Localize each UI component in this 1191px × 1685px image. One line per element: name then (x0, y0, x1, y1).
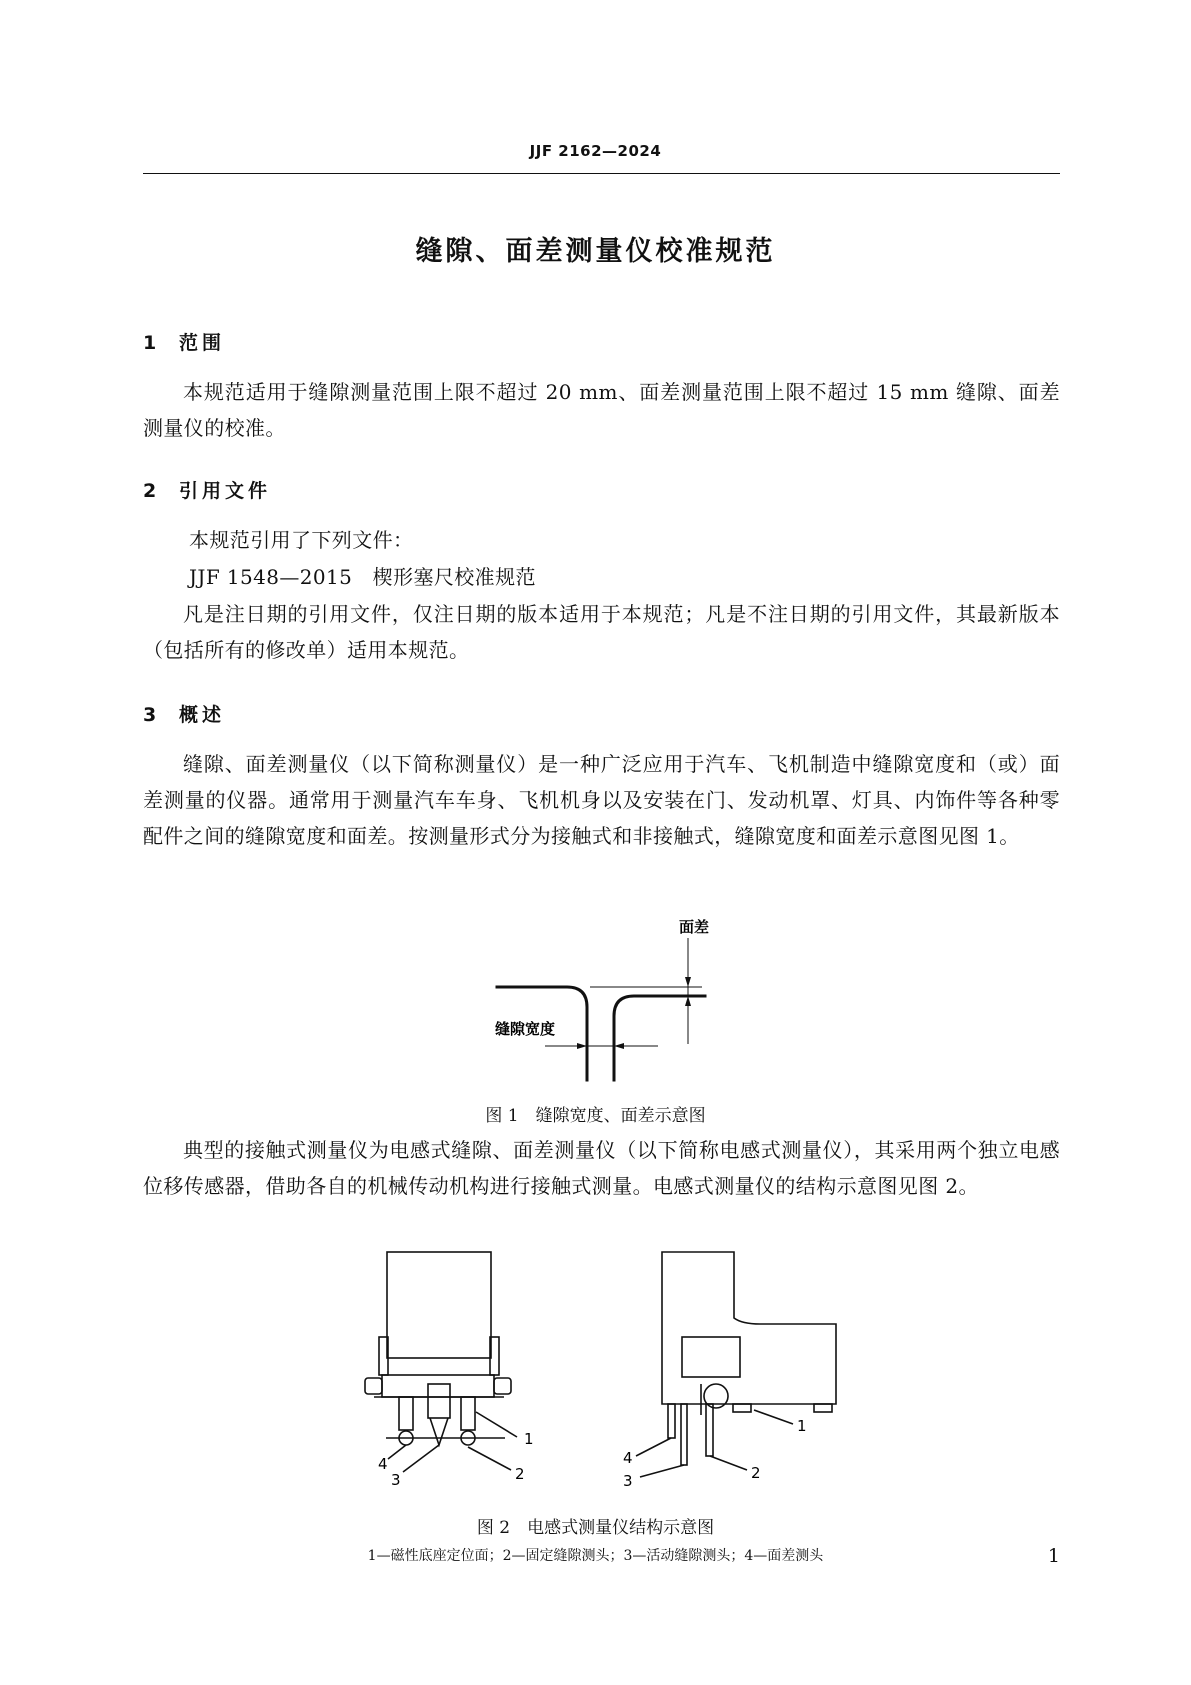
front-view-housing (387, 1252, 491, 1358)
callout-label: 4 (623, 1449, 633, 1467)
document-code-header: JJF 2162—2024 (529, 142, 662, 160)
figure-1-caption: 图 1 缝隙宽度、面差示意图 (485, 1106, 706, 1126)
section-number: 3 (143, 704, 157, 726)
front-view-probe-left (399, 1397, 413, 1430)
front-view-probe-right (461, 1397, 475, 1430)
callout-label: 2 (751, 1464, 761, 1482)
section-title: 概述 (179, 704, 226, 726)
side-view-foot-2 (814, 1404, 832, 1412)
callout-label: 1 (797, 1417, 807, 1435)
callout-leader-3 (403, 1445, 439, 1472)
figure-2-caption: 图 2 电感式测量仪结构示意图 (476, 1518, 715, 1538)
callout-leader-side-2 (710, 1456, 747, 1470)
side-view-gap-probe (681, 1404, 687, 1465)
paragraph-references-intro: 本规范引用了下列文件： (189, 528, 414, 552)
reference-item: JJF 1548—2015 楔形塞尺校准规范 (189, 565, 536, 589)
side-view-foot-1 (733, 1404, 751, 1412)
label-gap-width: 缝隙宽度 (494, 1020, 556, 1038)
figure-2-key: 1—磁性底座定位面；2—固定缝隙测头；3—活动缝隙测头；4—面差测头 (367, 1548, 824, 1564)
side-view-housing (662, 1252, 836, 1404)
callout-leader-side-3 (640, 1465, 684, 1477)
callout-leader-1 (476, 1412, 517, 1437)
side-view-sensor-window (682, 1337, 740, 1377)
page-number: 1 (1047, 1545, 1060, 1567)
section-number: 1 (143, 332, 157, 354)
section-title: 范围 (179, 332, 226, 354)
callout-leader-2 (468, 1447, 511, 1470)
paragraph-scope: 本规范适用于缝隙测量范围上限不超过 20 mm、面差测量范围上限不超过 15 mm 缝隙、面差测量仪的校准。 (143, 380, 1060, 440)
paragraph-references-note: 凡是注日期的引用文件，仅注日期的版本适用于本规范；凡是不注日期的引用文件，其最新版本（包括所有的修改单）适用本规范。 (143, 602, 1060, 662)
callout-label: 2 (515, 1465, 525, 1483)
paragraph-overview-2: 典型的接触式测量仪为电感式缝隙、面差测量仪（以下简称电感式测量仪），其采用两个独立电感位移传感器，借助各自的机械传动机构进行接触式测量。电感式测量仪的结构示意图见图 2。 (143, 1138, 1060, 1198)
front-view-knob-left (365, 1378, 382, 1394)
callout-leader-4 (388, 1445, 406, 1459)
side-view-flush-probe (668, 1404, 675, 1438)
callout-label: 4 (378, 1455, 388, 1473)
front-view-base (382, 1375, 494, 1397)
paragraph-overview-1: 缝隙、面差测量仪（以下简称测量仪）是一种广泛应用于汽车、飞机制造中缝隙宽度和（或）面差测量的仪器。通常用于测量汽车车身、飞机机身以及安装在门、发动机罩、灯具、内饰件等各种零配件之间的缝隙宽度和面差。按测量形式分为接触式和非接触式，缝隙宽度和面差示意图见图 1。 (143, 752, 1060, 848)
front-view-probe-center (428, 1384, 450, 1418)
label-flush: 面差 (678, 918, 710, 936)
callout-leader-side-4 (636, 1438, 671, 1456)
section-number: 2 (143, 480, 157, 502)
callout-label: 3 (391, 1471, 401, 1489)
callout-label: 1 (524, 1430, 534, 1448)
front-view-probe-tip (430, 1418, 448, 1445)
document-title: 缝隙、面差测量仪校准规范 (415, 236, 776, 267)
section-title: 引用文件 (179, 480, 272, 502)
side-view-moving-probe (706, 1404, 713, 1456)
callout-leader-side-1 (754, 1410, 793, 1424)
callout-label: 3 (623, 1472, 633, 1490)
front-view-knob-right (494, 1378, 511, 1394)
